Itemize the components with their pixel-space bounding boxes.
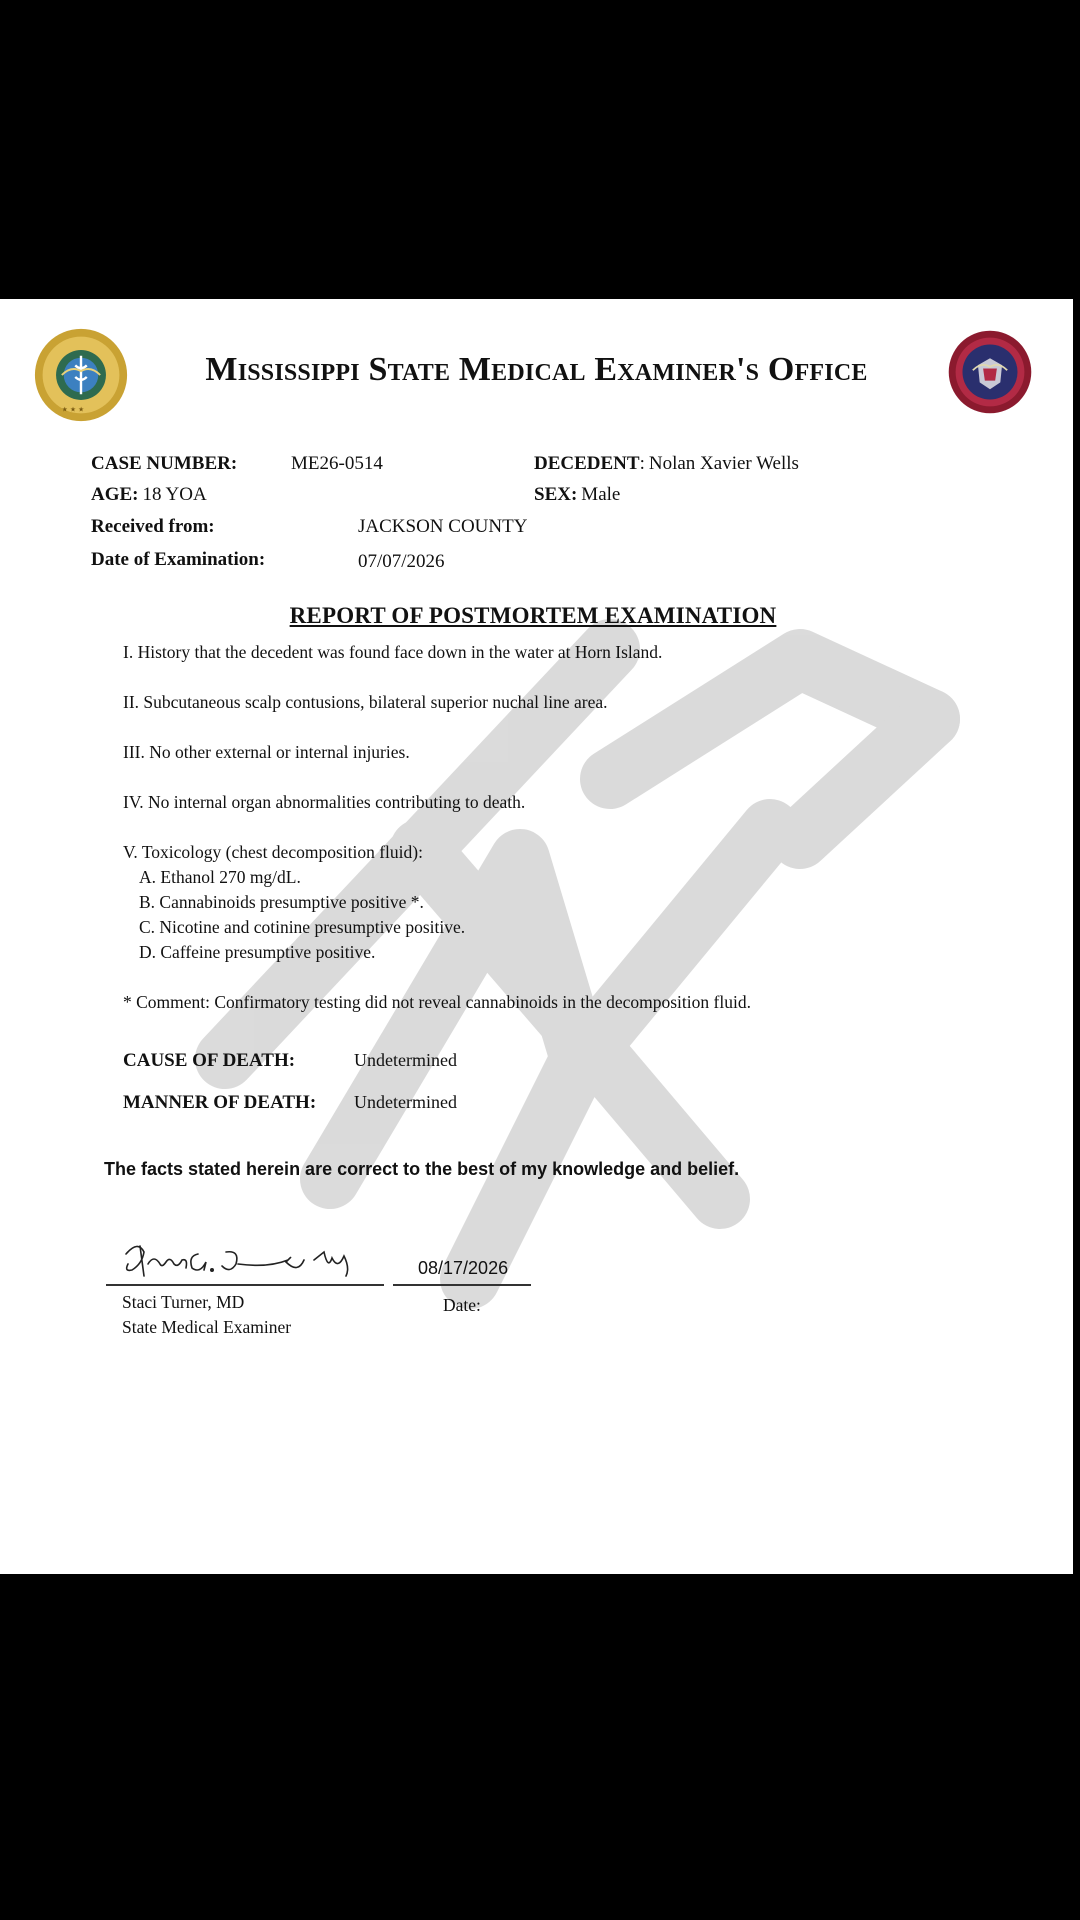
sex-label: SEX: xyxy=(534,484,578,505)
finding-item: II. Subcutaneous scalp contusions, bilateral superior nuchal line area. xyxy=(123,692,608,712)
sex-value: Male xyxy=(581,484,621,505)
comment: * Comment: Confirmatory testing did not reveal cannabinoids in the decomposition fluid. xyxy=(123,992,751,1012)
office-title: Mississippi State Medical Examiner's Office xyxy=(205,351,868,388)
sex-field xyxy=(534,484,620,506)
decedent-label: DECEDENT xyxy=(534,453,640,474)
toxicology-item: C. Nicotine and cotinine presumptive positive. xyxy=(139,917,466,937)
received-from-value: JACKSON COUNTY xyxy=(358,516,528,537)
manner-of-death-label: MANNER OF DEATH: xyxy=(123,1092,317,1113)
finding-item: IV. No internal organ abnormalities contributing to death. xyxy=(123,792,526,812)
exam-date-label: Date of Examination: xyxy=(91,549,266,570)
finding-item: V. Toxicology (chest decomposition fluid): xyxy=(123,842,423,862)
age-field xyxy=(91,484,207,506)
exam-date-value: 07/07/2026 xyxy=(358,551,445,572)
decedent-separator: : xyxy=(639,453,645,474)
case-number-value: ME26-0514 xyxy=(291,453,383,474)
report-page xyxy=(0,299,1073,1574)
age-value: 18 YOA xyxy=(142,484,207,505)
decedent-value: Nolan Xavier Wells xyxy=(648,453,799,474)
signature-date-value: 08/17/2026 xyxy=(418,1258,509,1278)
received-from-label: Received from: xyxy=(91,516,215,537)
age-label: AGE: xyxy=(91,484,139,505)
toxicology-item: A. Ethanol 270 mg/dL. xyxy=(139,867,301,887)
handwritten-signature xyxy=(118,1234,378,1284)
decedent-field xyxy=(534,453,799,475)
signature-line xyxy=(106,1284,384,1286)
cause-of-death-value: Undetermined xyxy=(354,1050,457,1070)
report-title: REPORT OF POSTMORTEM EXAMINATION xyxy=(289,603,777,628)
manner-of-death-value: Undetermined xyxy=(354,1092,457,1112)
finding-item: III. No other external or internal injuries. xyxy=(123,742,410,762)
toxicology-item: B. Cannabinoids presumptive positive *. xyxy=(139,892,424,912)
date-line xyxy=(393,1284,531,1286)
finding-item: I. History that the decedent was found face down in the water at Horn Island. xyxy=(123,642,663,662)
examiner-title: State Medical Examiner xyxy=(122,1317,292,1337)
examiner-name: Staci Turner, MD xyxy=(122,1292,245,1312)
toxicology-item: D. Caffeine presumptive positive. xyxy=(139,942,376,962)
case-number-label: CASE NUMBER: xyxy=(91,453,238,474)
svg-text:★ ★ ★: ★ ★ ★ xyxy=(61,405,85,414)
date-label: Date: xyxy=(443,1295,481,1315)
cause-of-death-label: CAUSE OF DEATH: xyxy=(123,1050,296,1071)
attestation-statement: The facts stated herein are correct to the best of my knowledge and belief. xyxy=(104,1159,740,1179)
